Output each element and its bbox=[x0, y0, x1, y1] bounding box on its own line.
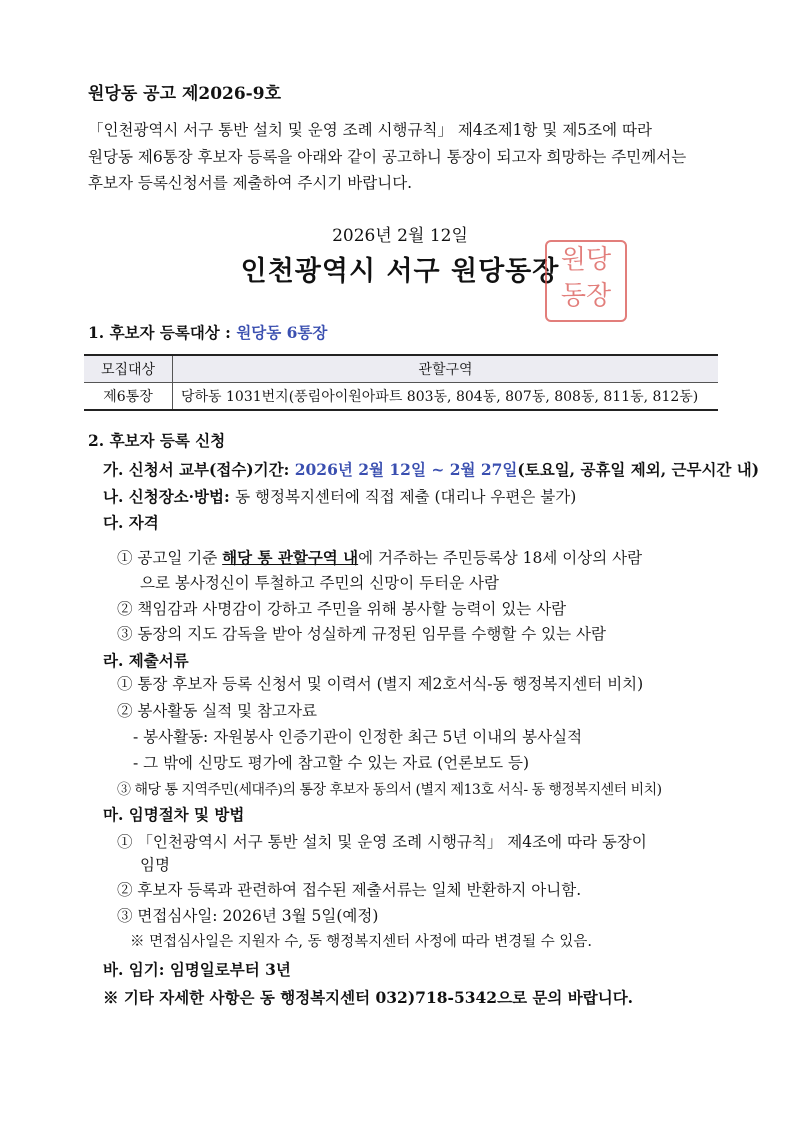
qualification-item: ② 책임감과 사명감이 강하고 주민을 위해 봉사할 능력이 있는 사람 bbox=[117, 600, 567, 618]
period-note: (토요일, 공휴일 제외, 근무시간 내) bbox=[517, 460, 760, 479]
term-of-office: 바. 임기: 임명일로부터 3년 bbox=[103, 960, 291, 979]
application-period bbox=[103, 460, 759, 480]
appointment-heading: 마. 임명절차 및 방법 bbox=[103, 805, 245, 824]
qualification-item: ③ 동장의 지도 감독을 받아 성실하게 규정된 임무를 수행할 수 있는 사람 bbox=[117, 625, 606, 643]
document-item: ③ 해당 통 지역주민(세대주)의 통장 후보자 동의서 (별지 제13호 서식- 동 행정복지센터 비치) bbox=[117, 782, 662, 798]
official-seal bbox=[545, 240, 627, 322]
table-header: 관할구역 bbox=[173, 355, 719, 383]
table-header: 모집대상 bbox=[84, 355, 173, 383]
interview-note: ※ 면접심사일은 지원자 수, 동 행정복지센터 사정에 따라 변경될 수 있음. bbox=[130, 934, 593, 950]
appointment-item: ① 「인천광역시 서구 통반 설치 및 운영 조례 시행규칙」 제4조에 따라 동장이 bbox=[117, 833, 647, 851]
document-subitem: - 그 밖에 신망도 평가에 참고할 수 있는 자료 (언론보도 등) bbox=[133, 754, 530, 772]
notice-date: 2026년 2월 12일 bbox=[332, 226, 468, 246]
contact-note: ※ 기타 자세한 사항은 동 행정복지센터 032)718-5342으로 문의 바랍니다. bbox=[103, 988, 634, 1007]
document-item: ② 봉사활동 실적 및 참고자료 bbox=[117, 702, 317, 720]
intro-line: 원당동 제6통장 후보자 등록을 아래와 같이 공고하니 통장이 되고자 희망하는 주민께서는 bbox=[88, 148, 687, 166]
notice-number: 원당동 공고 제2026-9호 bbox=[88, 84, 281, 104]
underlined-text: 해당 통 관할구역 내 bbox=[222, 548, 359, 567]
section1-value: 원당동 6통장 bbox=[236, 323, 328, 342]
table-cell: 당하동 1031번지(풍림아이원아파트 803동, 804동, 807동, 808동, 811동, 812동) bbox=[173, 383, 719, 411]
table-header-row bbox=[84, 355, 718, 383]
application-method bbox=[103, 487, 576, 507]
label: 가. 신청서 교부(접수)기간: bbox=[103, 460, 295, 479]
intro-line: 「인천광역시 서구 통반 설치 및 운영 조례 시행규칙」 제4조제1항 및 제5조에 따라 bbox=[88, 121, 652, 139]
label: 나. 신청장소·방법: bbox=[103, 487, 236, 506]
intro-line: 후보자 등록신청서를 제출하여 주시기 바랍니다. bbox=[88, 174, 413, 192]
section1-heading bbox=[88, 323, 327, 343]
text: 에 거주하는 주민등록상 18세 이상의 사람 bbox=[358, 549, 643, 567]
document-subitem: - 봉사활동: 자원봉사 인증기관이 인정한 최근 5년 이내의 봉사실적 bbox=[133, 728, 583, 746]
seal-text: 원당 동장 bbox=[560, 245, 612, 311]
qualification-item bbox=[117, 548, 642, 568]
text: ① 공고일 기준 bbox=[117, 549, 223, 567]
appointment-item-cont: 임명 bbox=[140, 856, 170, 874]
appointment-item: ② 후보자 등록과 관련하여 접수된 제출서류는 일체 반환하지 아니함. bbox=[117, 881, 582, 899]
appointment-item: ③ 면접심사일: 2026년 3월 5일(예정) bbox=[117, 907, 379, 925]
qualification-heading: 다. 자격 bbox=[103, 513, 159, 532]
section2-heading: 2. 후보자 등록 신청 bbox=[88, 431, 226, 450]
period-value: 2026년 2월 12일 ~ 2월 27일 bbox=[294, 460, 518, 479]
table-cell: 제6통장 bbox=[84, 383, 173, 411]
jurisdiction-table bbox=[84, 354, 718, 411]
documents-heading: 라. 제출서류 bbox=[103, 651, 189, 670]
section1-label: 1. 후보자 등록대상 : bbox=[88, 323, 237, 342]
table-row bbox=[84, 383, 718, 411]
document-item: ① 통장 후보자 등록 신청서 및 이력서 (별지 제2호서식-동 행정복지센터 비치) bbox=[117, 675, 644, 693]
qualification-item-cont: 으로 봉사정신이 투철하고 주민의 신망이 두터운 사람 bbox=[140, 574, 499, 592]
method-text: 동 행정복지센터에 직접 제출 (대리나 우편은 불가) bbox=[235, 488, 577, 506]
issuer-title: 인천광역시 서구 원당동장 bbox=[240, 256, 560, 287]
